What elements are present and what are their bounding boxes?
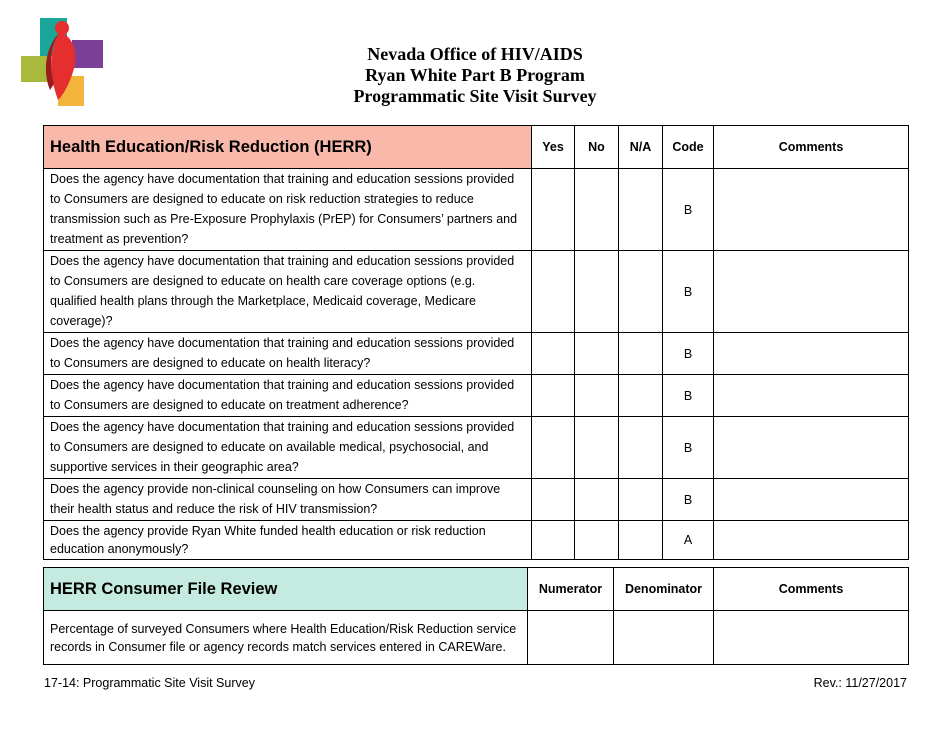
footer-revision: Rev.: 11/27/2017 <box>813 676 907 690</box>
col-comments: Comments <box>714 126 909 169</box>
comments-cell[interactable] <box>714 417 909 479</box>
col-comments: Comments <box>714 568 909 611</box>
table-row <box>44 521 909 560</box>
col-na: N/A <box>619 126 663 169</box>
logo-head <box>55 21 69 35</box>
file-review-section-title: HERR Consumer File Review <box>44 568 528 611</box>
code-cell: B <box>663 251 714 333</box>
footer-form-id: 17-14: Programmatic Site Visit Survey <box>44 676 255 690</box>
logo-purple-square <box>72 40 103 68</box>
comments-cell[interactable] <box>714 521 909 560</box>
table-row <box>44 417 909 479</box>
question-text: Does the agency have documentation that training and education sessions provided to Consumers are designed to educate on health care coverage options (e.g. qualified health plans through the Marketplace, Medicaid coverage, Medicare coverage)? <box>44 251 532 333</box>
na-cell[interactable] <box>619 169 663 251</box>
na-cell[interactable] <box>619 417 663 479</box>
herr-table <box>43 125 909 560</box>
yes-cell[interactable] <box>532 417 575 479</box>
comments-cell[interactable] <box>714 375 909 417</box>
table-row <box>44 169 909 251</box>
nevada-hiv-logo <box>20 18 104 108</box>
no-cell[interactable] <box>575 479 619 521</box>
table-row <box>44 251 909 333</box>
comments-cell[interactable] <box>714 251 909 333</box>
col-code: Code <box>663 126 714 169</box>
code-cell: B <box>663 333 714 375</box>
question-text: Does the agency provide non-clinical counseling on how Consumers can improve their health status and reduce the risk of HIV transmission? <box>44 479 532 521</box>
comments-cell[interactable] <box>714 611 909 665</box>
na-cell[interactable] <box>619 521 663 560</box>
question-text: Does the agency have documentation that training and education sessions provided to Consumers are designed to educate on available medical, psychosocial, and supportive services in their geographic area? <box>44 417 532 479</box>
yes-cell[interactable] <box>532 251 575 333</box>
comments-cell[interactable] <box>714 479 909 521</box>
question-text: Does the agency have documentation that training and education sessions provided to Consumers are designed to educate on risk reduction strategies to reduce transmission such as Pre-Exposure Prophylaxis (PrEP) for Consumers’ partners and treatment as prevention? <box>44 169 532 251</box>
yes-cell[interactable] <box>532 169 575 251</box>
no-cell[interactable] <box>575 169 619 251</box>
yes-cell[interactable] <box>532 333 575 375</box>
table-row <box>44 333 909 375</box>
code-cell: B <box>663 479 714 521</box>
na-cell[interactable] <box>619 479 663 521</box>
denominator-cell[interactable] <box>614 611 714 665</box>
na-cell[interactable] <box>619 375 663 417</box>
code-cell: B <box>663 375 714 417</box>
document-header <box>180 44 770 107</box>
col-no: No <box>575 126 619 169</box>
file-review-header-row <box>44 568 909 611</box>
yes-cell[interactable] <box>532 521 575 560</box>
table-row <box>44 375 909 417</box>
code-cell: B <box>663 417 714 479</box>
na-cell[interactable] <box>619 333 663 375</box>
code-cell: B <box>663 169 714 251</box>
header-program: Ryan White Part B Program <box>365 65 585 85</box>
file-review-table <box>43 567 909 665</box>
table-row <box>44 611 909 665</box>
herr-section-title: Health Education/Risk Reduction (HERR) <box>44 126 532 169</box>
col-numerator: Numerator <box>528 568 614 611</box>
col-yes: Yes <box>532 126 575 169</box>
review-text: Percentage of surveyed Consumers where Health Education/Risk Reduction service records in Consumer file or agency records match services entered in CAREWare. <box>44 611 528 665</box>
no-cell[interactable] <box>575 417 619 479</box>
yes-cell[interactable] <box>532 479 575 521</box>
na-cell[interactable] <box>619 251 663 333</box>
question-text: Does the agency have documentation that training and education sessions provided to Consumers are designed to educate on treatment adherence? <box>44 375 532 417</box>
herr-header-row <box>44 126 909 169</box>
question-text: Does the agency provide Ryan White funded health education or risk reduction education anonymously? <box>44 521 532 560</box>
table-row <box>44 479 909 521</box>
question-text: Does the agency have documentation that training and education sessions provided to Consumers are designed to educate on health literacy? <box>44 333 532 375</box>
no-cell[interactable] <box>575 251 619 333</box>
header-survey-title: Programmatic Site Visit Survey <box>353 86 597 106</box>
comments-cell[interactable] <box>714 169 909 251</box>
code-cell: A <box>663 521 714 560</box>
comments-cell[interactable] <box>714 333 909 375</box>
header-org: Nevada Office of HIV/AIDS <box>367 44 583 64</box>
no-cell[interactable] <box>575 375 619 417</box>
no-cell[interactable] <box>575 521 619 560</box>
col-denominator: Denominator <box>614 568 714 611</box>
yes-cell[interactable] <box>532 375 575 417</box>
numerator-cell[interactable] <box>528 611 614 665</box>
no-cell[interactable] <box>575 333 619 375</box>
